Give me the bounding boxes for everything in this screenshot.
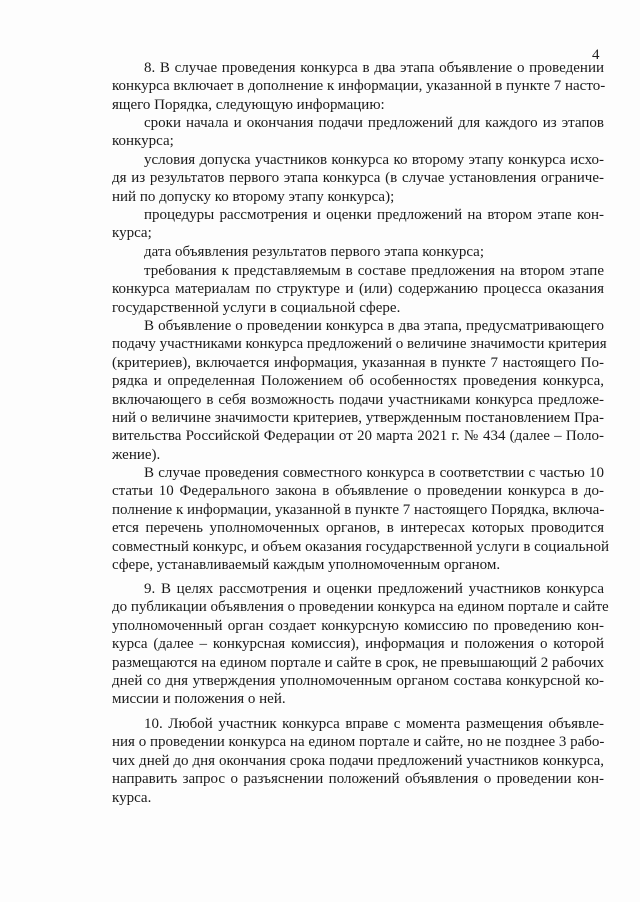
text-line: государственной услуги в социальной сфере. (112, 299, 401, 316)
text-line: конкурса материалам по структуре и (или) содержанию процесса оказания (112, 281, 604, 298)
text-line: В случае проведения совместного конкурса в соответствии с частью 10 (144, 465, 604, 481)
text-line: рядка и определенная Положением об особенностях проведения конкурса, (112, 373, 604, 390)
text-line: вительства Российской Федерации от 20 марта 2021 г. № 434 (далее – Поло- (112, 428, 604, 445)
text-line: ний о величине значимости критериев, утвержденным постановлением Пра- (112, 410, 604, 427)
text-line: курса. (112, 789, 152, 806)
text-line: 10. Любой участник конкурса вправе с момента размещения объявле- (144, 716, 604, 732)
text-line: ящего Порядка, следующую информацию: (112, 96, 385, 113)
text-line: размещаются на едином портале и сайте в срок, не превышающий 2 рабочих (112, 654, 604, 671)
text-line: сфере, устанавливаемый каждым уполномоченным органом. (112, 557, 501, 574)
text-line: конкурса включает в дополнение к информации, указанной в пункте 7 насто- (112, 78, 606, 95)
text-line: чих дней до дня окончания срока подачи предложений участников конкурса, (112, 752, 604, 769)
paragraph-8-item-admission (112, 151, 604, 206)
text-line: до публикации объявления о проведении конкурса на едином портале и сайте (112, 599, 609, 616)
text-line: дней со дня утверждения уполномоченным органом состава конкурсной ко- (112, 673, 604, 690)
text-line: уполномоченный орган создает конкурсную комиссию по проведению кон- (112, 617, 604, 634)
paragraph-8-intro (112, 59, 604, 114)
text-line: миссии и положения о ней. (112, 691, 286, 708)
text-line: статьи 10 Федерального закона в объявление о проведении конкурса в до- (112, 483, 604, 500)
text-line: направить запрос о разъяснении положений объявления о проведении кон- (112, 771, 604, 788)
text-line: 9. В целях рассмотрения и оценки предложений участников конкурса (144, 581, 604, 597)
paragraph-8-item-requirements (112, 262, 604, 317)
text-line: дя из результатов первого этапа конкурса (в случае установления ограниче- (112, 170, 604, 187)
text-line: подачу участниками конкурса предложений о величине значимости критерия (112, 336, 607, 353)
paragraph-8-item-procedures (112, 206, 604, 243)
text-line: процедуры рассмотрения и оценки предложений на втором этапе кон- (144, 207, 604, 223)
text-line: жение). (112, 446, 161, 463)
text-line: ний по допуску ко второму этапу конкурса); (112, 188, 395, 205)
text-line: курса; (112, 225, 152, 242)
text-line: полнение к информации, указанной в пункте 7 настоящего Порядка, включа- (112, 501, 605, 518)
text-line: сроки начала и окончания подачи предложений для каждого из этапов (144, 115, 604, 131)
text-line: ния о проведении конкурса на едином портале и сайте, но не позднее 3 рабо- (112, 734, 605, 751)
paragraph-9 (112, 580, 609, 709)
paragraph-10 (112, 715, 604, 807)
paragraph-8-two-stage-criteria (112, 317, 607, 464)
text-line: совместный конкурс, и объем оказания государственной услуги в социальной (112, 538, 610, 555)
text-line: (критериев), включается информация, указанная в пункте 7 настоящего По- (112, 354, 604, 371)
text-line: курса (далее – конкурсная комиссия), информация и положения о которой (112, 636, 604, 653)
text-line: включающего в себя возможность подачи участниками конкурса предложе- (112, 391, 604, 408)
text-line: 8. В случае проведения конкурса в два этапа объявление о проведении (144, 60, 604, 76)
paragraph-8-item-deadlines (112, 114, 604, 151)
text-line: В объявление о проведении конкурса в два этапа, предусматривающего (144, 318, 604, 334)
page-number: 4 (592, 47, 600, 63)
paragraph-8-joint-contest (112, 464, 610, 574)
text-line: условия допуска участников конкурса ко второму этапу конкурса исхо- (144, 152, 604, 168)
text-line: ется перечень уполномоченных органов, в интересах которых проводится (112, 520, 604, 537)
text-line: конкурса; (112, 133, 174, 150)
text-line: требования к представляемым в составе предложения на втором этапе (144, 263, 604, 279)
paragraph-8-item-results-date (112, 243, 604, 261)
text-line: дата объявления результатов первого этапа конкурса; (144, 244, 484, 260)
